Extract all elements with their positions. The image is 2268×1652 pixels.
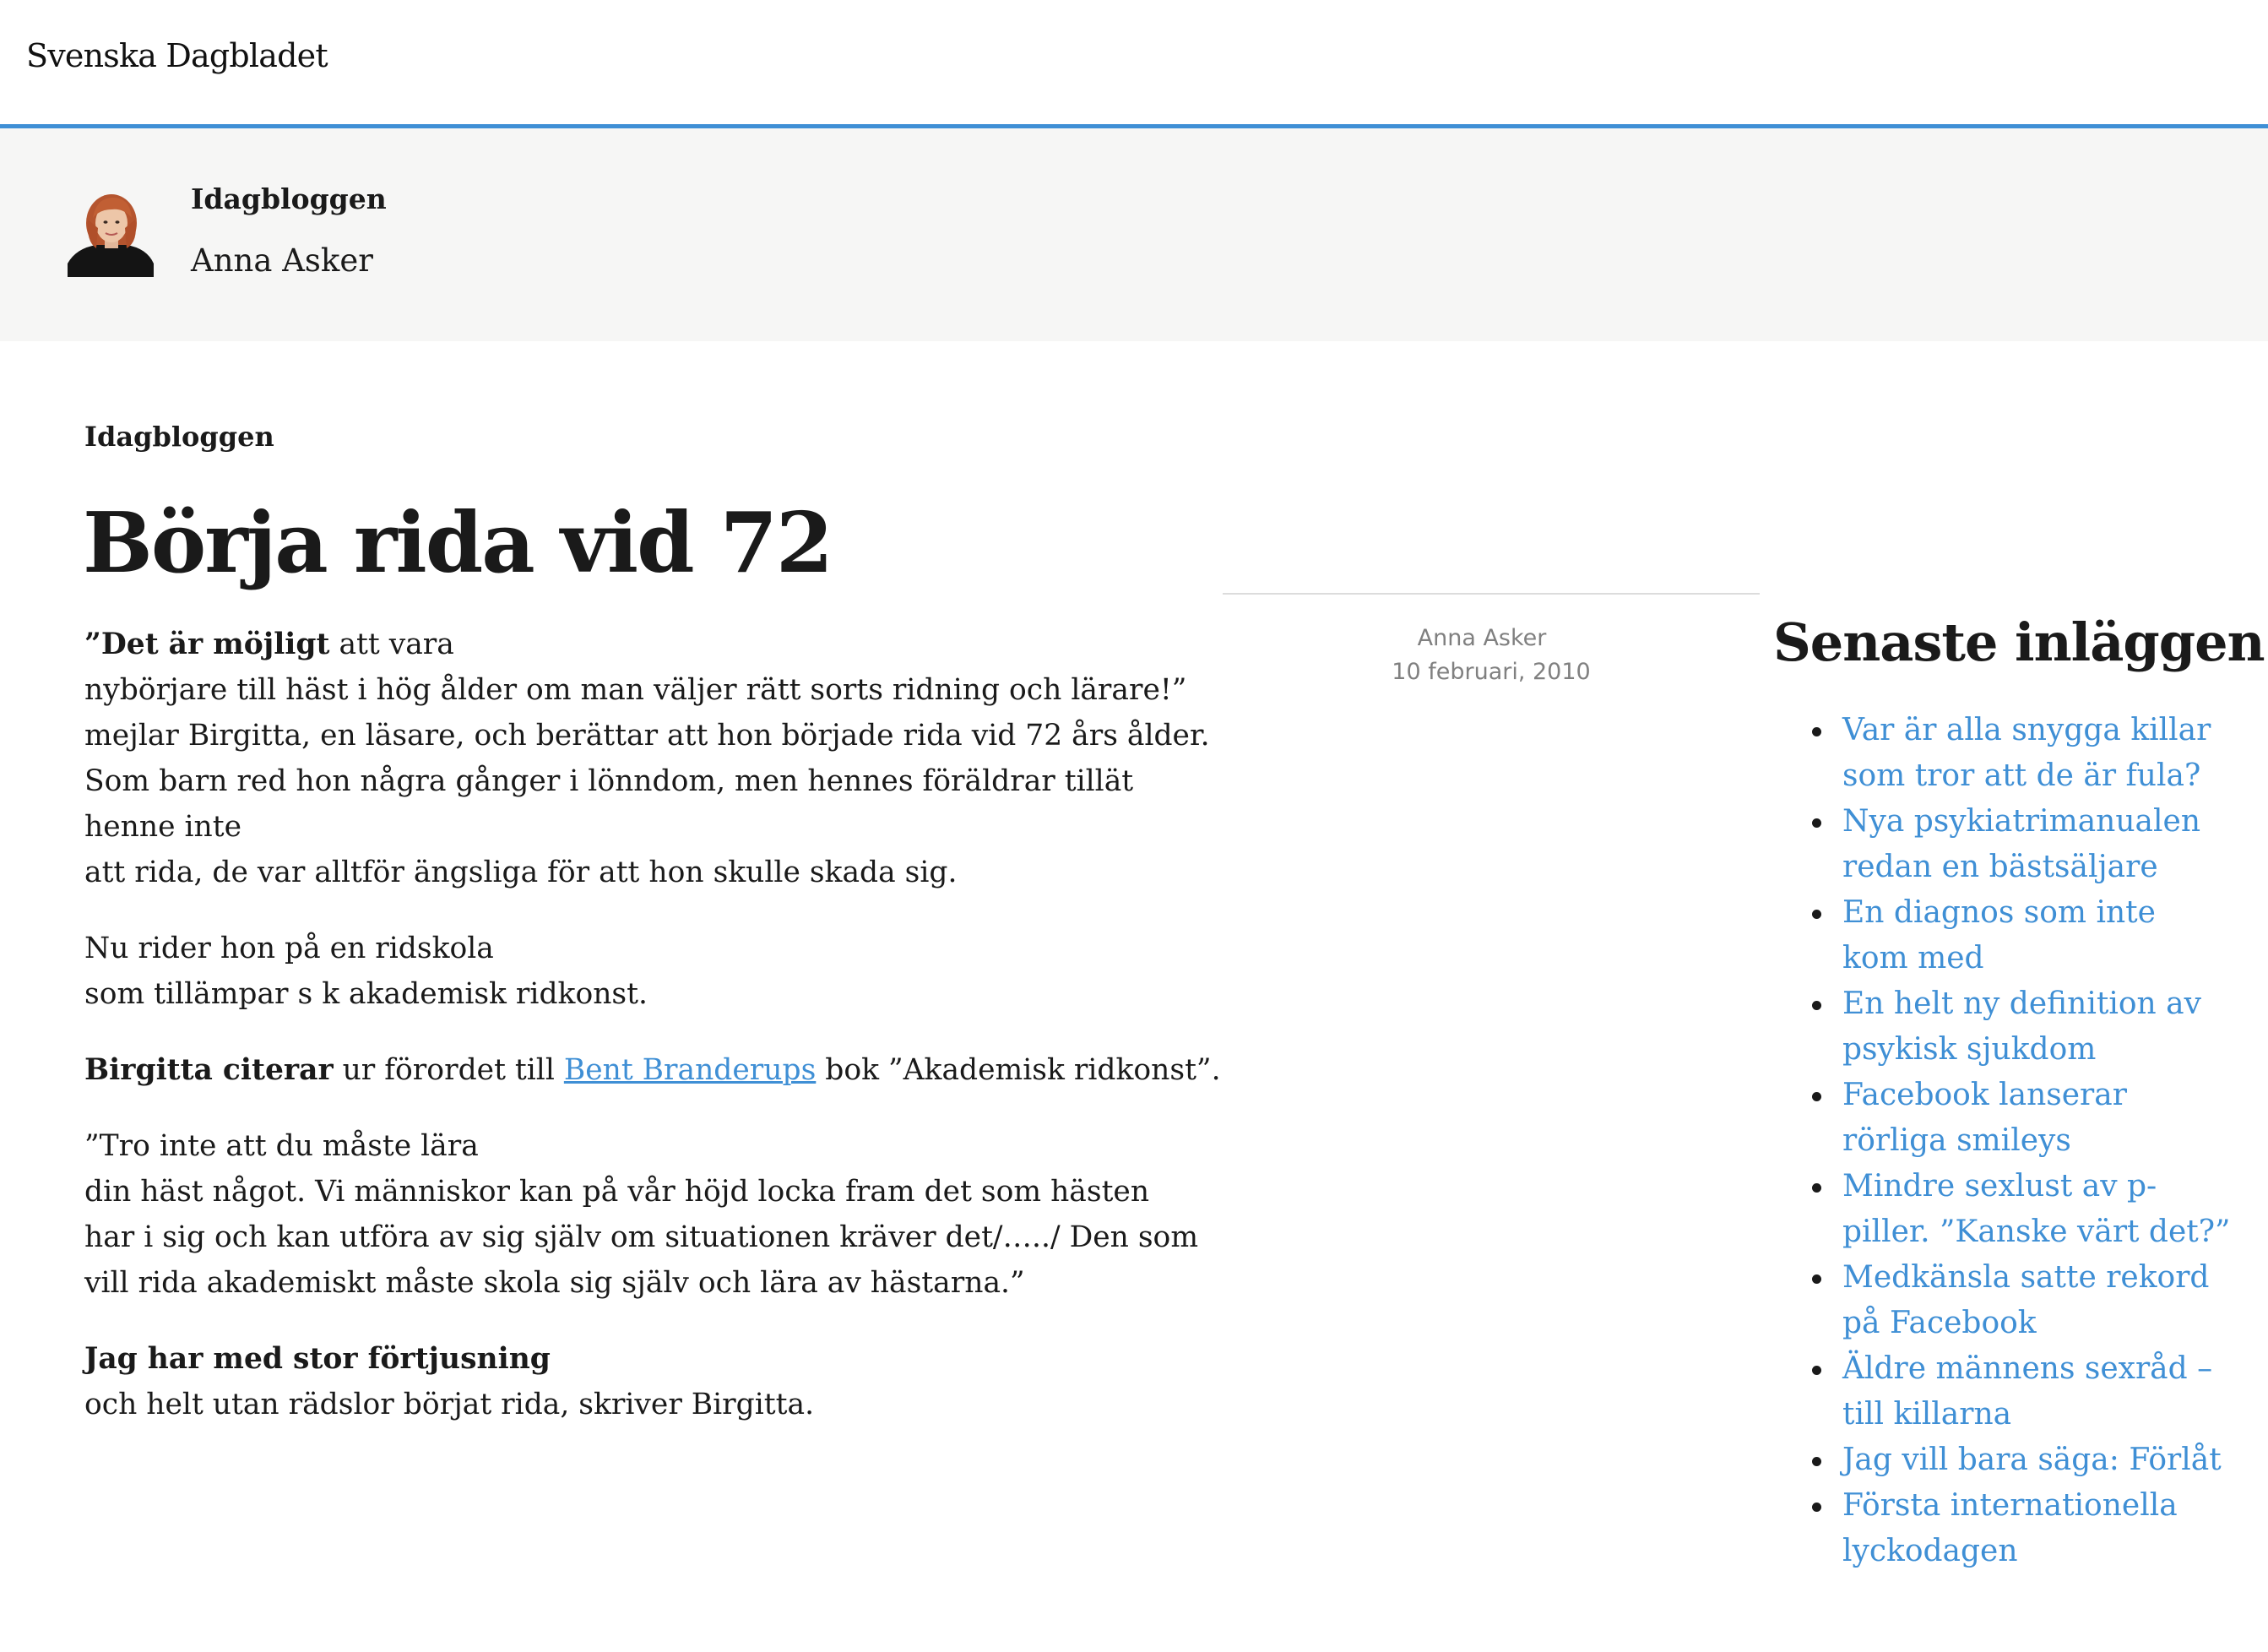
paragraph-5 (84, 1336, 1182, 1427)
recent-post-link[interactable]: Första internationella (1842, 1488, 2178, 1523)
banner-author-name[interactable]: Anna Asker (191, 242, 373, 279)
site-logo[interactable]: Svenska Dagbladet (26, 37, 328, 74)
author-portrait-icon (68, 186, 154, 277)
recent-post-link[interactable]: piller. ”Kanske värt det?” (1842, 1215, 2231, 1249)
recent-post-item[interactable] (1842, 1164, 2248, 1255)
meta-divider (1223, 593, 1760, 595)
bullet-icon (1812, 1183, 1821, 1193)
sidebar-title: Senaste inläggen (1773, 611, 2265, 673)
byline-author[interactable]: Anna Asker (1417, 625, 1547, 651)
paragraph-3-lead: Birgitta citerar (84, 1053, 334, 1087)
paragraph-4 (84, 1123, 1199, 1306)
recent-post-item[interactable] (1842, 708, 2248, 799)
paragraph-1-line: att rida, de var alltför ängsliga för att hon skulle skada sig. (84, 856, 958, 889)
bent-branderup-link[interactable]: Bent Branderups (563, 1053, 817, 1087)
bullet-icon (1812, 1457, 1821, 1466)
recent-post-link[interactable]: Mindre sexlust av p- (1842, 1169, 2157, 1204)
recent-post-link[interactable]: Facebook lanserar (1842, 1078, 2127, 1112)
paragraph-1-line: nybörjare till häst i hög ålder om man väljer rätt sorts ridning och lärare!” (84, 673, 1187, 707)
paragraph-1 (84, 622, 1210, 895)
bullet-icon (1812, 1001, 1821, 1010)
publish-date: 10 februari, 2010 (1392, 659, 1591, 685)
recent-post-link[interactable]: redan en bästsäljare (1842, 850, 2158, 884)
article-body (84, 622, 1221, 1458)
blog-banner (0, 128, 2268, 341)
recent-post-item[interactable] (1842, 1073, 2248, 1164)
paragraph-3 (84, 1047, 1221, 1093)
paragraph-4-line: din häst något. Vi människor kan på vår höjd locka fram det som hästen (84, 1175, 1150, 1209)
recent-post-item[interactable] (1842, 1255, 2248, 1346)
bullet-icon (1812, 1092, 1821, 1101)
recent-post-link[interactable]: Nya psykiatrimanualen (1842, 804, 2201, 839)
article-title: Börja rida vid 72 (83, 495, 833, 592)
paragraph-1-line: Som barn red hon några gånger i lönndom, men hennes föräldrar tillät (84, 764, 1134, 798)
bullet-icon (1812, 818, 1821, 828)
author-avatar[interactable] (68, 186, 154, 277)
recent-post-item[interactable] (1842, 890, 2248, 981)
article-kicker[interactable]: Idagbloggen (84, 421, 274, 453)
banner-blog-name[interactable]: Idagbloggen (191, 182, 387, 215)
paragraph-5-lead: Jag har med stor förtjusning (84, 1342, 551, 1376)
paragraph-4-line: vill rida akademiskt måste skola sig själv och lära av hästarna.” (84, 1266, 1025, 1300)
paragraph-3-text: ur förordet till (333, 1053, 564, 1087)
recent-post-item[interactable] (1842, 981, 2248, 1073)
recent-post-link[interactable]: Medkänsla satte rekord (1842, 1260, 2210, 1295)
paragraph-1-line: henne inte (84, 810, 241, 844)
paragraph-3-text-end: bok ”Akademisk ridkonst”. (816, 1053, 1221, 1087)
recent-post-link[interactable]: Äldre männens sexråd – (1842, 1351, 2213, 1386)
recent-post-link[interactable]: Var är alla snygga killar (1842, 713, 2211, 747)
recent-post-link[interactable]: som tror att de är fula? (1842, 758, 2201, 793)
recent-post-item[interactable] (1842, 1346, 2248, 1437)
recent-post-link[interactable]: till killarna (1842, 1397, 2012, 1432)
recent-post-item[interactable] (1842, 1437, 2248, 1483)
recent-posts-list (1842, 708, 2248, 1574)
recent-post-link[interactable]: psykisk sjukdom (1842, 1032, 2097, 1067)
paragraph-4-line: ”Tro inte att du måste lära (84, 1129, 479, 1163)
paragraph-1-lead: ”Det är möjligt (84, 628, 330, 661)
paragraph-2-line: som tillämpar s k akademisk ridkonst. (84, 977, 648, 1011)
paragraph-2 (84, 926, 1182, 1017)
recent-post-link[interactable]: En helt ny definition av (1842, 986, 2201, 1021)
bullet-icon (1812, 1503, 1821, 1512)
paragraph-1-text: att vara (329, 628, 454, 661)
recent-post-link[interactable]: En diagnos som inte (1842, 895, 2156, 930)
bullet-icon (1812, 1366, 1821, 1375)
recent-post-item[interactable] (1842, 1483, 2248, 1574)
paragraph-2-line: Nu rider hon på en ridskola (84, 932, 494, 965)
recent-post-item[interactable] (1842, 799, 2248, 890)
bullet-icon (1812, 727, 1821, 736)
recent-post-link[interactable]: kom med (1842, 941, 1984, 975)
paragraph-1-line: mejlar Birgitta, en läsare, och berättar att hon började rida vid 72 års ålder. (84, 719, 1210, 753)
paragraph-5-line: och helt utan rädslor börjat rida, skriver Birgitta. (84, 1388, 815, 1421)
bullet-icon (1812, 910, 1821, 919)
recent-post-link[interactable]: på Facebook (1842, 1306, 2037, 1340)
site-header (0, 0, 2268, 128)
paragraph-4-line: har i sig och kan utföra av sig själv om situationen kräver det/…../ Den som (84, 1220, 1199, 1254)
recent-post-link[interactable]: Jag vill bara säga: Förlåt (1842, 1443, 2222, 1477)
recent-post-link[interactable]: lyckodagen (1842, 1534, 2018, 1568)
bullet-icon (1812, 1274, 1821, 1284)
recent-post-link[interactable]: rörliga smileys (1842, 1123, 2071, 1158)
